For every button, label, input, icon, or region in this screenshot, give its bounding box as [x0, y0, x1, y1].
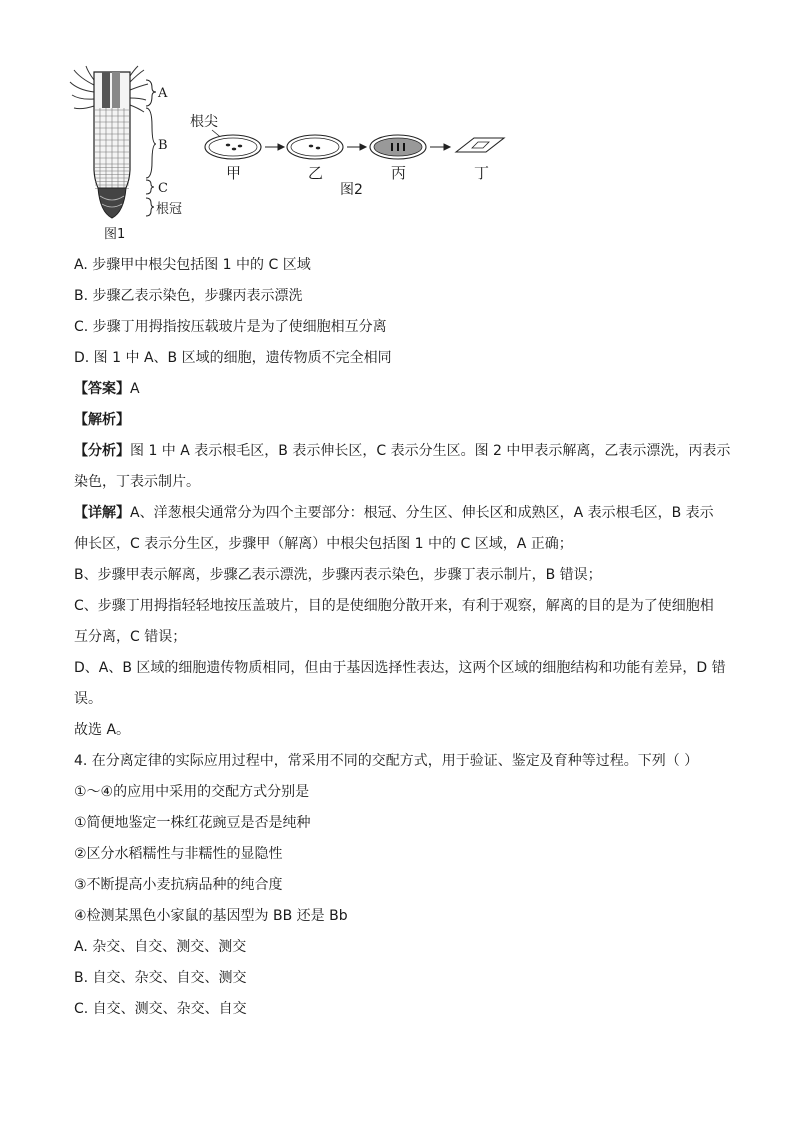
figure1-caption: 图1 — [104, 227, 126, 242]
question4-stem-line2: ①～④的应用中采用的交配方式分别是 — [74, 784, 310, 800]
label-b: B — [158, 138, 168, 153]
slide-ding — [456, 138, 504, 152]
question4-item-2: ②区分水稻糯性与非糯性的显隐性 — [74, 846, 283, 862]
answer-value: A — [130, 381, 140, 397]
root-tip-diagram — [70, 66, 148, 218]
root-tip-label: 根尖 — [190, 114, 218, 130]
option-a: A. 步骤甲中根尖包括图 1 中的 C 区域 — [74, 257, 311, 273]
step-ding-label: 丁 — [474, 164, 490, 182]
step-yi-label: 乙 — [308, 164, 324, 182]
region-brackets — [146, 80, 156, 216]
option-b: B. 步骤乙表示染色，步骤丙表示漂洗 — [74, 288, 303, 304]
analysis-detail-line1: 【详解】A、洋葱根尖通常分为四个主要部分：根冠、分生区、伸长区和成熟区，A 表示根毛区，B 表示 — [74, 505, 714, 521]
dish-bing — [370, 135, 426, 159]
question4-option-b: B. 自交、杂交、自交、测交 — [74, 970, 247, 986]
question4-item-3: ③不断提高小麦抗病品种的纯合度 — [74, 877, 283, 893]
question4-option-c: C. 自交、测交、杂交、自交 — [74, 1001, 247, 1017]
label-c: C — [158, 181, 168, 196]
answer-tag: 【答案】 — [74, 381, 130, 397]
question4-option-a: A. 杂交、自交、测交、测交 — [74, 939, 247, 955]
label-a: A — [158, 86, 168, 101]
analysis-fenxi-line2: 染色，丁表示制片。 — [74, 474, 200, 490]
figure2-caption: 图2 — [340, 182, 363, 198]
figures — [0, 0, 794, 250]
analysis-detail-c2: 互分离，C 错误； — [74, 629, 187, 645]
detail-tag: 【详解】 — [74, 505, 130, 521]
answer-line — [74, 379, 140, 399]
analysis-tag: 【解析】 — [74, 412, 130, 428]
analysis-detail-c1: C、步骤丁用拇指轻轻地按压盖玻片，目的是使细胞分散开来，有利于观察，解离的目的是为了使细胞相 — [74, 598, 714, 614]
question4-stem-line1: 4. 在分离定律的实际应用过程中，常采用不同的交配方式，用于验证、鉴定及育种等过程。下列（ ） — [74, 753, 699, 769]
dish-jia — [205, 135, 261, 159]
option-d: D. 图 1 中 A、B 区域的细胞，遗传物质不完全相同 — [74, 350, 392, 366]
analysis-detail-b: B、步骤甲表示解离，步骤乙表示漂洗，步骤丙表示染色，步骤丁表示制片，B 错误； — [74, 567, 602, 583]
analysis-fenxi-line1: 【分析】图 1 中 A 表示根毛区，B 表示伸长区，C 表示分生区。图 2 中甲表示解离，乙表示漂洗，丙表示 — [74, 443, 731, 459]
analysis-detail-d1: D、A、B 区域的细胞遗传物质相同，但由于基因选择性表达，这两个区域的细胞结构和功能有差异，D 错 — [74, 660, 726, 676]
analysis-conclusion: 故选 A。 — [74, 722, 131, 738]
label-root-cap: 根冠 — [156, 202, 183, 217]
analysis-detail-line2: 伸长区，C 表示分生区，步骤甲（解离）中根尖包括图 1 中的 C 区域，A 正确； — [74, 536, 573, 552]
analysis-detail-d2: 误。 — [74, 691, 102, 707]
question4-item-4: ④检测某黑色小家鼠的基因型为 BB 还是 Bb — [74, 908, 348, 924]
step-bing-label: 丙 — [391, 164, 407, 182]
question4-item-1: ①简便地鉴定一株红花豌豆是否是纯种 — [74, 815, 311, 831]
option-c: C. 步骤丁用拇指按压载玻片是为了使细胞相互分离 — [74, 319, 387, 335]
dish-yi — [287, 135, 343, 159]
step-jia-label: 甲 — [226, 164, 242, 182]
fenxi-tag: 【分析】 — [74, 443, 130, 459]
